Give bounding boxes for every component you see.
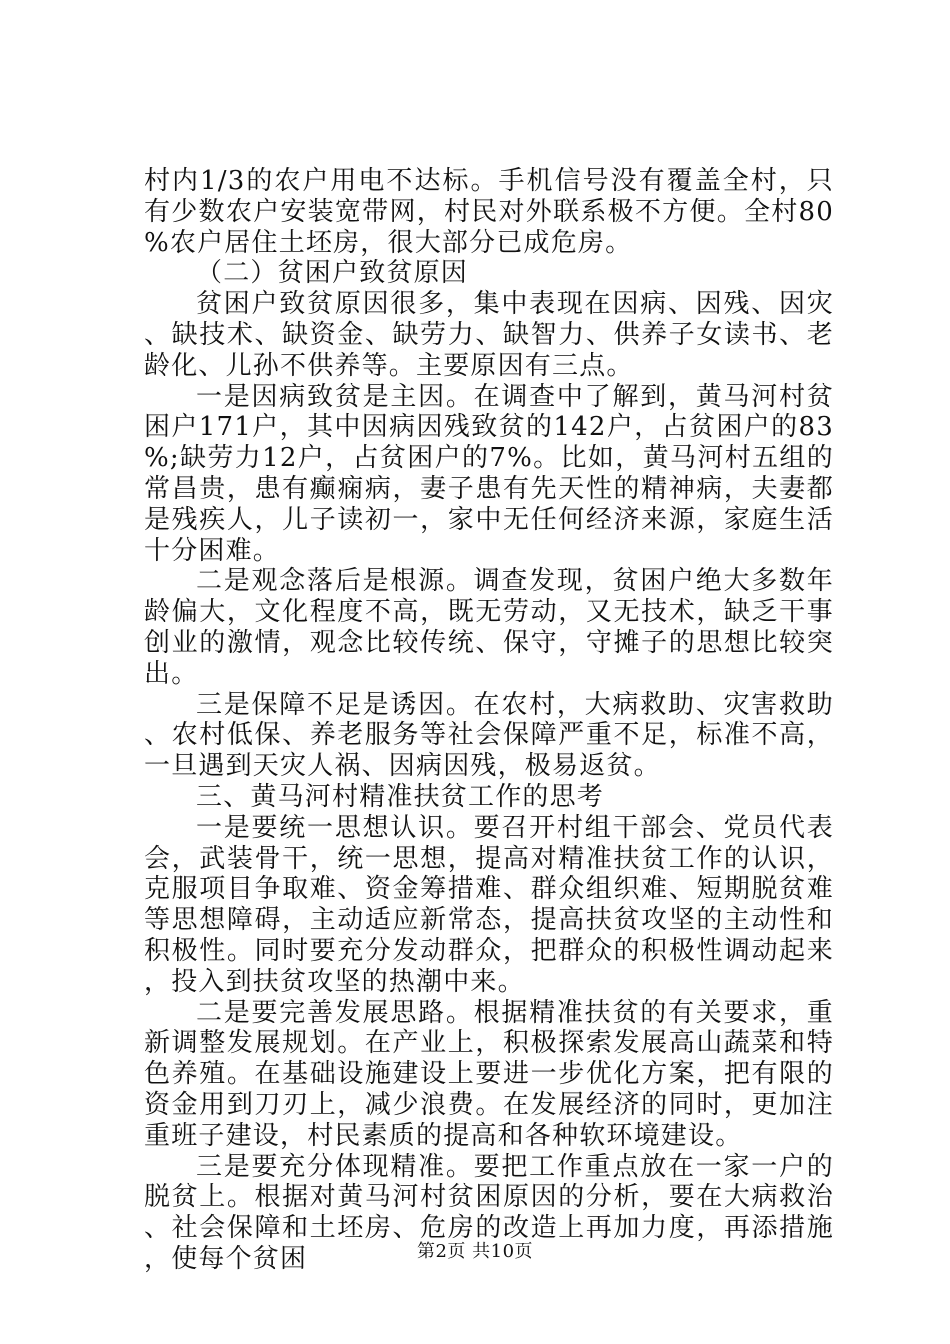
paragraph-poverty-causes-summary: 贫困户致贫原因很多，集中表现在因病、因残、因灾、缺技术、缺资金、缺劳力、缺智力、供养子女读书、老龄化、儿孙不供养等。主要原因有三点。 [144, 289, 834, 381]
document-body [144, 166, 834, 1275]
page-number-footer: 第2页 共10页 [416, 1241, 534, 1262]
paragraph-security-cause: 三是保障不足是诱因。在农村，大病救助、灾害救助、农村低保、养老服务等社会保障严重不足，标准不高，一旦遇到天灾人祸、因病因残，极易返贫。 [144, 689, 834, 782]
section-heading-reflections: 三、黄马河村精准扶贫工作的思考 [196, 781, 605, 812]
paragraph-1: 村内1/3的农户用电不达标。手机信号没有覆盖全村，只有少数农户安装宽带网，村民对外联系极不方便。全村80%农户居住土坯房，很大部分已成危房。 [144, 166, 834, 258]
paragraph-development-ideas: 二是要完善发展思路。根据精准扶贫的有关要求，重新调整发展规划。在产业上，积极探索发展高山蔬菜和特色养殖。在基础设施建设上要进一步优化方案，把有限的资金用到刀刃上，减少浪费。在发展经济的同时，更加注重班子建设，村民素质的提高和各种软环境建设。 [144, 997, 834, 1151]
paragraph-mindset-cause: 二是观念落后是根源。调查发现，贫困户绝大多数年龄偏大，文化程度不高，既无劳动，又无技术，缺乏干事创业的激情，观念比较传统、保守，守摊子的思想比较突出。 [144, 566, 834, 689]
paragraph-unify-thinking: 一是要统一思想认识。要召开村组干部会、党员代表会，武装骨干，统一思想，提高对精准扶贫工作的认识，克服项目争取难、资金筹措难、群众组织难、短期脱贫难等思想障碍，主动适应新常态，提高扶贫攻坚的主动性和积极性。同时要充分发动群众，把群众的积极性调动起来，投入到扶贫攻坚的热潮中来。 [144, 812, 834, 997]
section-heading-poverty-causes: （二）贫困户致贫原因 [196, 258, 469, 289]
paragraph-precision: 三是要充分体现精准。要把工作重点放在一家一户的脱贫上。根据对黄马河村贫困原因的分析，要在大病救治、社会保障和土坯房、危房的改造上再加力度，再添措施，使每个贫困 [144, 1151, 834, 1274]
paragraph-illness-cause: 一是因病致贫是主因。在调查中了解到，黄马河村贫困户171户，其中因病因残致贫的142户，占贫困户的83%;缺劳力12户，占贫困户的7%。比如，黄马河村五组的常昌贵，患有癫痫病，妻子患有先天性的精神病，夫妻都是残疾人，儿子读初一，家中无任何经济来源，家庭生活十分困难。 [144, 381, 834, 566]
